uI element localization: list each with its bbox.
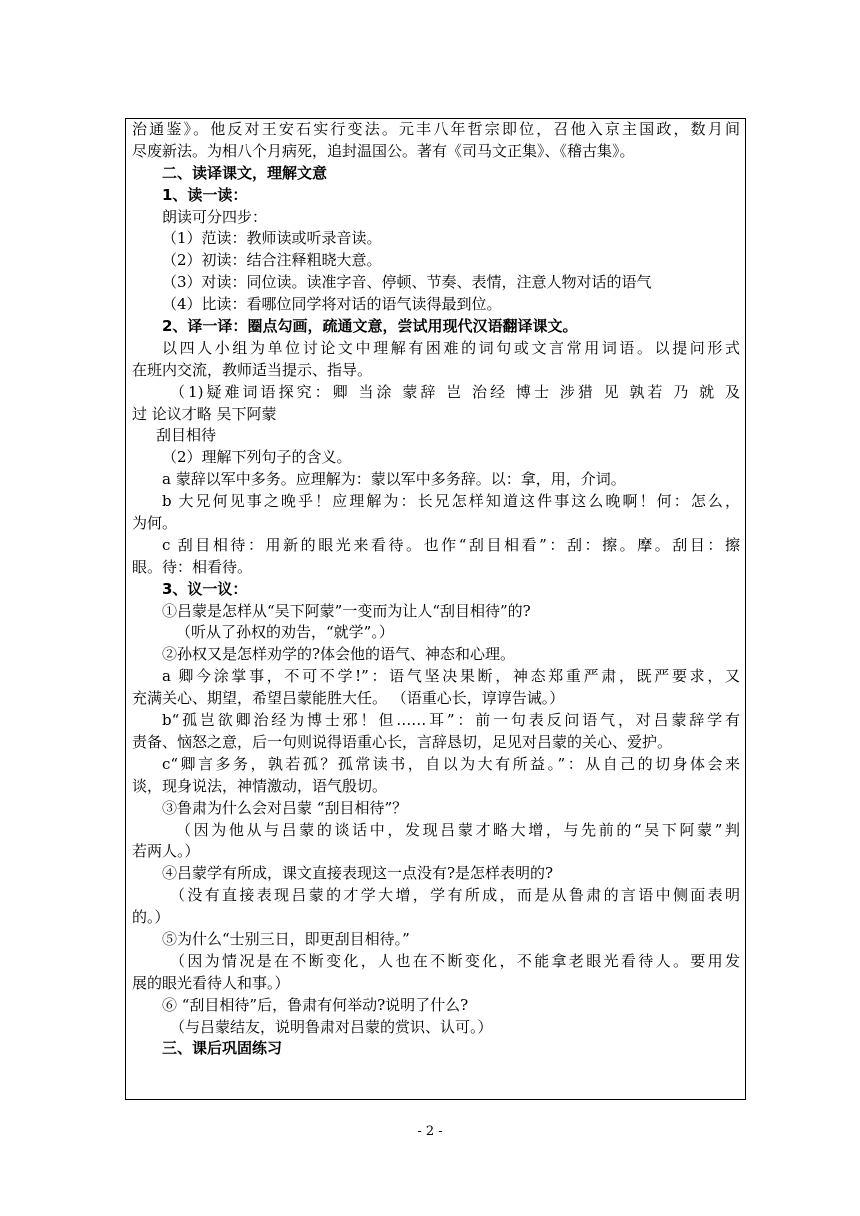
question-line: ②孙权又是怎样劝学的?体会他的语气、神态和心理。 xyxy=(162,645,516,664)
paragraph-line: 过 论议才略 吴下阿蒙 xyxy=(132,404,277,423)
paragraph-line: 尽废新法。为相八个月病死，追封温国公。著有《司马文正集》、《稽古集》。 xyxy=(132,141,635,160)
paragraph-line: b 大兄何见事之晚乎！应理解为：长兄怎样知道这件事这么晚啊！何：怎么， xyxy=(162,492,740,511)
question-line: ①吕蒙是怎样从“吴下阿蒙”一变而为让人“刮目相待”的? xyxy=(162,601,531,620)
paragraph-line: 谈，现身说法，神情激动，语气殷切。 xyxy=(132,776,388,795)
paragraph-line: 充满关心、期望，希望吕蒙能胜大任。 （语重心长，谆谆告诫。） xyxy=(132,689,565,708)
paragraph-line: 刮目相待 xyxy=(156,426,217,445)
subsection-heading: 1、读一读： xyxy=(162,185,248,204)
answer-line: （因为情况是在不断变化，人也在不断变化，不能拿老眼光看待人。要用发 xyxy=(170,951,740,970)
paragraph-line: （1)疑难词语探究：卿 当涂 蒙辞 岂 治经 博士 涉猎 见 孰若 乃 就 及 xyxy=(170,382,740,401)
question-line: ⑥ “刮目相待”后，鲁肃有何举动?说明了什么? xyxy=(162,995,469,1014)
answer-line: 的。） xyxy=(132,908,170,927)
list-item: （1）范读：教师读或听录音读。 xyxy=(162,229,382,248)
paragraph-line: 治通鉴》。他反对王安石实行变法。元丰八年哲宗即位，召他入京主国政，数月间 xyxy=(132,120,740,138)
answer-line: （没有直接表现吕蒙的才学大增，学有所成，而是从鲁肃的言语中侧面表明 xyxy=(170,886,740,905)
paragraph-line: c“卿言多务，孰若孤？孤常读书，自以为大有所益。”：从自己的切身体会来 xyxy=(162,754,740,773)
paragraph-line: c 刮目相待：用新的眼光来看待。也作“刮目相看”：刮：擦。摩。刮目：擦 xyxy=(162,535,740,554)
question-line: ④吕蒙学有所成，课文直接表现这一点没有?是怎样表明的? xyxy=(162,864,554,883)
question-line: ⑤为什么“士别三日，即更刮目相待。” xyxy=(162,929,410,948)
paragraph-line: a 蒙辞以军中多务。应理解为：蒙以军中多务辞。以：拿，用，介词。 xyxy=(162,470,626,489)
answer-line: 若两人。） xyxy=(132,842,200,861)
answer-line: （与吕蒙结友，说明鲁肃对吕蒙的赏识、认可。） xyxy=(170,1017,493,1036)
paragraph-line: 眼。待：相看待。 xyxy=(132,557,253,576)
paragraph-line: b“孤岂欲卿治经为博士邪！但……耳”：前一句表反问语气，对吕蒙辞学有 xyxy=(162,711,740,730)
list-item: （4）比读：看哪位同学将对话的语气读得最到位。 xyxy=(162,295,502,314)
list-item: （2）初读：结合注释粗晓大意。 xyxy=(162,251,382,270)
answer-line: （听从了孙权的劝告，“就学”。） xyxy=(176,623,394,642)
subsection-heading-text: 2、译一译：圈点勾画，疏通文意，尝试用现代汉语翻译课文。 xyxy=(162,317,578,336)
question-line: ③鲁肃为什么会对吕蒙 “刮目相待”？ xyxy=(162,798,408,817)
answer-line: 展的眼光看待人和事。） xyxy=(132,973,290,992)
section-heading: 二、读译课文，理解文意 xyxy=(162,163,328,182)
paragraph-line: 在班内交流，教师适当提示、指导。 xyxy=(132,360,373,379)
answer-line: （因为他从与吕蒙的谈话中，发现吕蒙才略大增，与先前的“吴下阿蒙”判 xyxy=(176,820,740,839)
paragraph-line: a 卿今涂掌事，不可不学!”：语气坚决果断，神态郑重严肃，既严要求，又 xyxy=(162,667,740,686)
paragraph-line: 以四人小组为单位讨论文中理解有困难的词句或文言常用词语。以提问形式 xyxy=(162,338,740,357)
document-body xyxy=(132,119,740,1060)
subsection-heading xyxy=(132,316,740,338)
paragraph-line: 责备、恼怒之意，后一句则说得语重心长，言辞恳切，足见对吕蒙的关心、爱护。 xyxy=(132,732,673,751)
subsection-heading: 3、议一议： xyxy=(162,579,248,598)
list-item: （3）对读：同位读。读准字音、停顿、节奏、表情，注意人物对话的语气 xyxy=(162,273,652,292)
paragraph-line: 为何。 xyxy=(132,514,178,533)
paragraph-line: （2）理解下列句子的含义。 xyxy=(162,448,352,467)
section-heading: 三、课后巩固练习 xyxy=(162,1039,283,1058)
page-number: - 2 - xyxy=(417,1124,443,1139)
paragraph-line: 朗读可分四步： xyxy=(162,207,268,226)
